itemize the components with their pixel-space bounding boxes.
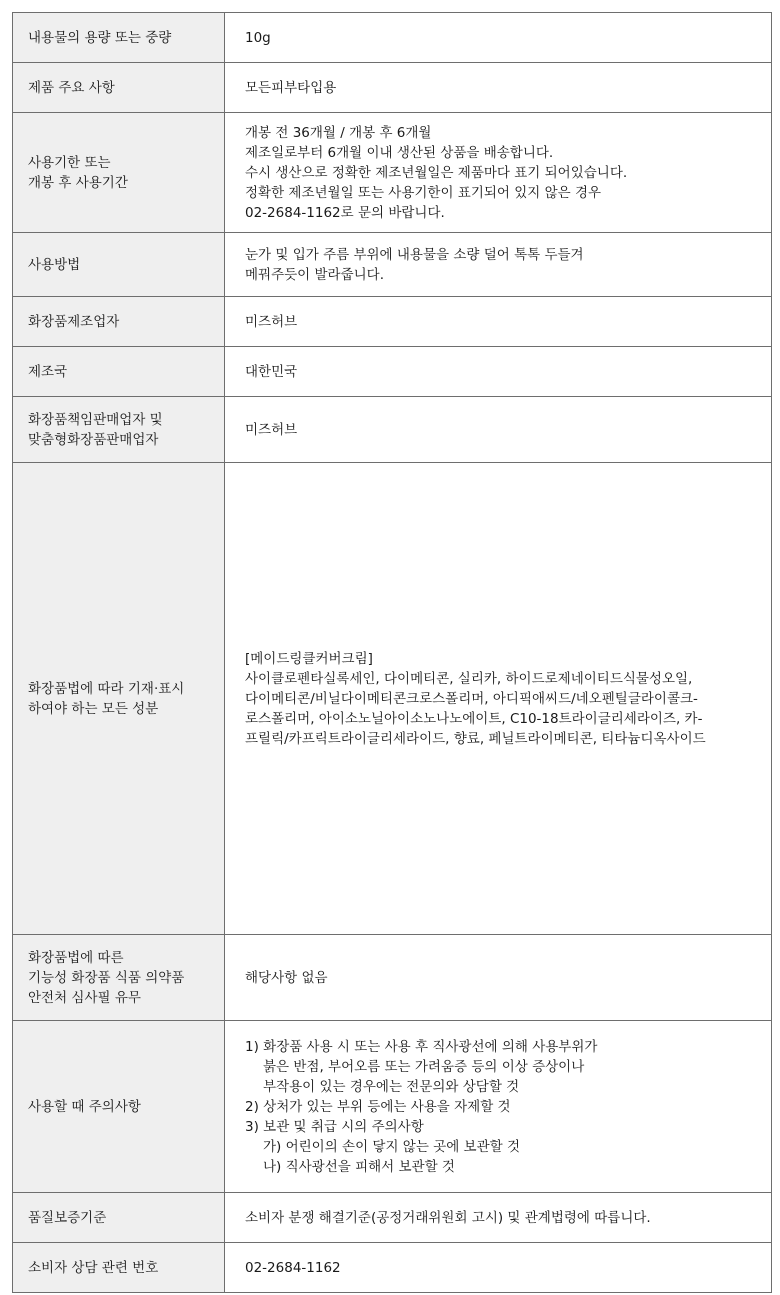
row-label-functional (13, 935, 225, 1021)
row-label-precautions (13, 1021, 225, 1193)
label-line: 사용기한 또는 (28, 154, 111, 171)
label-line: 안전처 심사필 유무 (28, 989, 141, 1006)
row-label-usage (13, 233, 225, 297)
value-line: 메꿔주듯이 발라줍니다. (245, 266, 384, 283)
row-label-manufacturer (13, 297, 225, 347)
value-line: 해당사항 없음 (245, 969, 328, 986)
label-line: 사용할 때 주의사항 (28, 1098, 141, 1115)
table-row (13, 935, 772, 1021)
table-row (13, 13, 772, 63)
row-value-quality (225, 1193, 772, 1243)
row-value-country (225, 347, 772, 397)
row-label-ingredients (13, 463, 225, 935)
row-value-ingredients (225, 463, 772, 935)
row-value-functional (225, 935, 772, 1021)
row-label-contact (13, 1243, 225, 1293)
value-line: 사이클로펜타실록세인, 다이메티콘, 실리카, 하이드로제네이티드식물성오일, (245, 670, 693, 687)
row-value-contact (225, 1243, 772, 1293)
value-line: 02-2684-1162로 문의 바랍니다. (245, 204, 445, 221)
label-line: 기능성 화장품 식품 의약품 (28, 969, 185, 986)
value-line: 프릴릭/카프릭트라이글리세라이드, 향료, 페닐트라이메티콘, 티타늄디옥사이드 (245, 730, 706, 747)
row-label-main-feature (13, 63, 225, 113)
value-line: 10g (245, 29, 271, 46)
label-line: 사용방법 (28, 256, 81, 273)
value-line: 나) 직사광선을 피해서 보관할 것 (263, 1158, 455, 1175)
value-line: 가) 어린이의 손이 닿지 않는 곳에 보관할 것 (263, 1138, 521, 1155)
table-row (13, 347, 772, 397)
label-line: 화장품제조업자 (28, 313, 120, 330)
value-line: 로스폴리머, 아이소노닐아이소노나노에이트, C10-18트라이글리세라이즈, 카- (245, 710, 703, 727)
value-line: 미즈허브 (245, 421, 298, 438)
table-row (13, 1021, 772, 1193)
label-line: 맞춤형화장품판매업자 (28, 431, 159, 448)
value-line: 정확한 제조년월일 또는 사용기한이 표기되어 있지 않은 경우 (245, 184, 602, 201)
table-row (13, 63, 772, 113)
row-value-seller (225, 397, 772, 463)
table-row (13, 397, 772, 463)
label-line: 화장품책임판매업자 및 (28, 411, 163, 428)
row-value-expiry (225, 113, 772, 233)
label-line: 화장품법에 따라 기재·표시 (28, 680, 185, 697)
product-info-table (12, 12, 772, 1293)
row-value-usage (225, 233, 772, 297)
value-line: 소비자 분쟁 해결기준(공정거래위원회 고시) 및 관계법령에 따릅니다. (245, 1209, 651, 1226)
value-line: 모든피부타입용 (245, 79, 337, 96)
label-line: 품질보증기준 (28, 1209, 107, 1226)
value-line: 눈가 및 입가 주름 부위에 내용물을 소량 덜어 톡톡 두들겨 (245, 246, 584, 263)
value-line: 대한민국 (245, 363, 298, 380)
table-row (13, 297, 772, 347)
label-line: 개봉 후 사용기간 (28, 174, 128, 191)
label-line: 내용물의 용량 또는 중량 (28, 29, 172, 46)
table-row (13, 233, 772, 297)
value-line: 붉은 반점, 부어오름 또는 가려움증 등의 이상 증상이나 (263, 1058, 585, 1075)
row-label-quality (13, 1193, 225, 1243)
value-line: 1) 화장품 사용 시 또는 사용 후 직사광선에 의해 사용부위가 (245, 1038, 598, 1055)
label-line: 소비자 상담 관련 번호 (28, 1259, 159, 1276)
table-row (13, 1243, 772, 1293)
row-label-capacity (13, 13, 225, 63)
value-line: 미즈허브 (245, 313, 298, 330)
value-line: [메이드링클커버크림] (245, 650, 373, 667)
row-label-expiry (13, 113, 225, 233)
table-row (13, 463, 772, 935)
value-line: 개봉 전 36개월 / 개봉 후 6개월 (245, 124, 432, 141)
row-label-seller (13, 397, 225, 463)
row-label-country (13, 347, 225, 397)
table-row (13, 1193, 772, 1243)
value-line: 부작용이 있는 경우에는 전문의와 상담할 것 (263, 1078, 520, 1095)
row-value-capacity (225, 13, 772, 63)
label-line: 화장품법에 따른 (28, 949, 124, 966)
value-line: 수시 생산으로 정확한 제조년월일은 제품마다 표기 되어있습니다. (245, 164, 628, 181)
table-row (13, 113, 772, 233)
value-line: 2) 상처가 있는 부위 등에는 사용을 자제할 것 (245, 1098, 511, 1115)
label-line: 제조국 (28, 363, 68, 380)
row-value-manufacturer (225, 297, 772, 347)
label-line: 제품 주요 사항 (28, 79, 115, 96)
row-value-precautions (225, 1021, 772, 1193)
value-line: 02-2684-1162 (245, 1259, 341, 1276)
value-line: 3) 보관 및 취급 시의 주의사항 (245, 1118, 424, 1135)
label-line: 하여야 하는 모든 성분 (28, 700, 159, 717)
value-line: 다이메티콘/비닐다이메티콘크로스폴리머, 아디픽애씨드/네오펜틸글라이콜크- (245, 690, 698, 707)
row-value-main-feature (225, 63, 772, 113)
value-line: 제조일로부터 6개월 이내 생산된 상품을 배송합니다. (245, 144, 554, 161)
